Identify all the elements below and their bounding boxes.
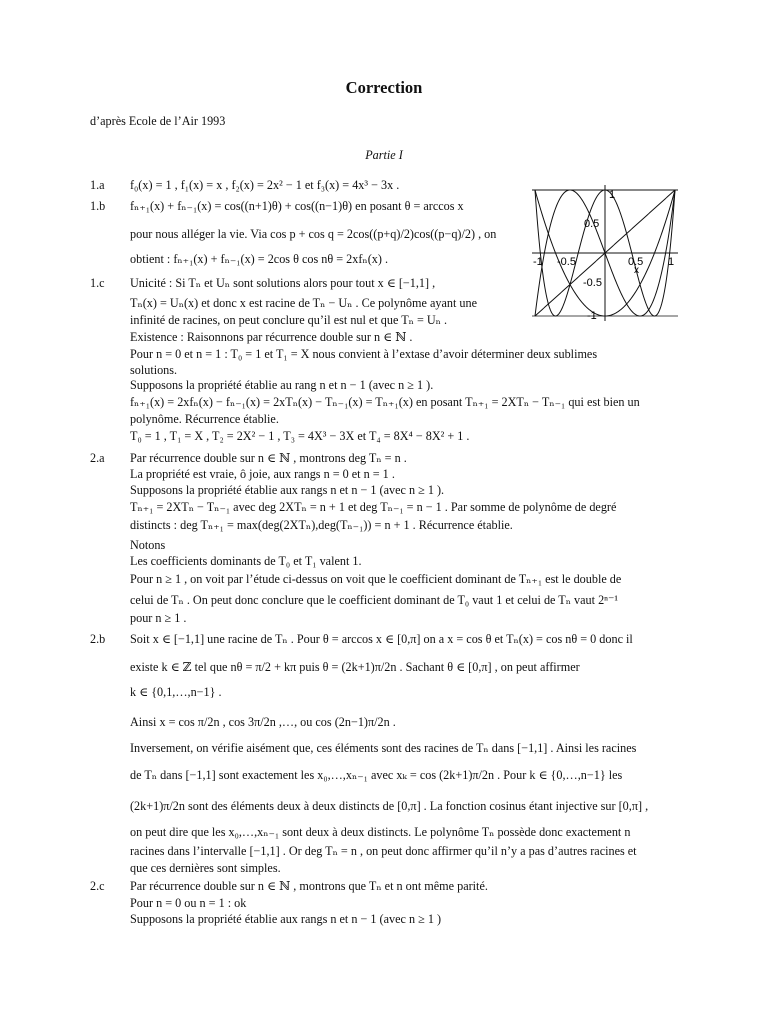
text-line: Supposons la propriété établie aux rangs n et n − 1 (avec n ≥ 1 ) xyxy=(130,912,442,926)
text-line: Existence : Raisonnons par récurrence double sur n ∈ ℕ . xyxy=(130,330,413,344)
text-line: celui de Tₙ . On peut donc conclure que le coefficient dominant de T₀ vaut 1 et celui de Tₙ vaut 2ⁿ⁻¹ xyxy=(130,593,619,607)
tick-label-y-half: 0.5 xyxy=(584,218,600,230)
section-number: 2.a xyxy=(90,451,105,465)
tick-label-x-right: 1 xyxy=(668,256,675,268)
axis-label-x: x xyxy=(634,265,639,276)
text-line: fₙ₊₁(x) + fₙ₋₁(x) = cos((n+1)θ) + cos((n−1)θ) en posant θ = arccos x xyxy=(130,199,464,213)
section-heading: Partie I xyxy=(365,148,403,162)
text-line: Tₙ(x) = Uₙ(x) et donc x est racine de Tₙ − Uₙ . Ce polynôme ayant une xyxy=(130,296,477,310)
text-line: existe k ∈ ℤ tel que nθ = π/2 + kπ puis θ = (2k+1)π/2n . Sachant θ ∈ [0,π] , on peut affirmer xyxy=(130,660,580,674)
text-line: distincts : deg Tₙ₊₁ = max(deg(2XTₙ),deg(Tₙ₋₁)) = n + 1 . Récurrence établie. xyxy=(130,518,513,532)
text-line: infinité de racines, on peut conclure qu’il est nul et que Tₙ = Uₙ . xyxy=(130,313,448,327)
text-line: Pour n = 0 ou n = 1 : ok xyxy=(130,896,247,910)
source-subtitle: d’après Ecole de l’Air 1993 xyxy=(90,114,226,128)
text-line: racines dans l’intervalle [−1,1] . Or deg Tₙ = n , on peut donc affirmer qu’il n’y a pas d’autres racines et xyxy=(130,844,637,858)
text-line: Pour n = 0 et n = 1 : T₀ = 1 et T₁ = X nous convient à l’extase d’avoir déterminer deux sublimes xyxy=(130,347,598,361)
chebyshev-graph xyxy=(532,185,678,321)
tick-label-x-left: -1 xyxy=(533,256,543,268)
section-number: 2.c xyxy=(90,879,105,893)
section-number: 1.b xyxy=(90,199,106,213)
text-line: de Tₙ dans [−1,1] sont exactement les x₀,…,xₙ₋₁ avec xₖ = cos (2k+1)π/2n . Pour k ∈ {0,…,n−1} les xyxy=(130,768,623,782)
text-line: Par récurrence double sur n ∈ ℕ , montrons deg Tₙ = n . xyxy=(130,451,407,465)
tick-label-y-neg-half: -0.5 xyxy=(583,277,602,289)
text-line: fₙ₊₁(x) = 2xfₙ(x) − fₙ₋₁(x) = 2xTₙ(x) − Tₙ₋₁(x) = Tₙ₊₁(x) en posant Tₙ₊₁ = 2XTₙ − Tₙ₋₁ qui est bien un xyxy=(130,395,640,409)
text-line: Notons xyxy=(130,538,166,552)
text-line: f₀(x) = 1 , f₁(x) = x , f₂(x) = 2x² − 1 et f₃(x) = 4x³ − 3x . xyxy=(130,178,400,192)
tick-label-y-top: 1 xyxy=(609,189,616,201)
text-line: pour n ≥ 1 . xyxy=(130,611,187,625)
text-line: que ces dernières sont simples. xyxy=(130,861,281,875)
text-line: Par récurrence double sur n ∈ ℕ , montrons que Tₙ et n ont même parité. xyxy=(130,879,488,893)
text-line: Ainsi x = cos π/2n , cos 3π/2n ,…, ou cos (2n−1)π/2n . xyxy=(130,715,396,729)
text-line: on peut dire que les x₀,…,xₙ₋₁ sont deux à deux distincts. Le polynôme Tₙ possède donc exactement n xyxy=(130,825,631,839)
text-line: Tₙ₊₁ = 2XTₙ − Tₙ₋₁ avec deg 2XTₙ = n + 1 et deg Tₙ₋₁ = n − 1 . Par somme de polynôme de degré xyxy=(130,500,617,514)
text-line: Soit x ∈ [−1,1] une racine de Tₙ . Pour θ = arccos x ∈ [0,π] on a x = cos θ et Tₙ(x) = cos nθ = 0 donc il xyxy=(130,632,633,646)
page-title: Correction xyxy=(345,78,423,97)
text-line: Supposons la propriété établie aux rangs n et n − 1 (avec n ≥ 1 ). xyxy=(130,483,445,497)
tick-label-x-half: 0.5 xyxy=(628,256,644,268)
section-number: 1.c xyxy=(90,276,105,290)
text-line: Unicité : Si Tₙ et Uₙ sont solutions alors pour tout x ∈ [−1,1] , xyxy=(130,276,436,290)
text-line: Les coefficients dominants de T₀ et T₁ valent 1. xyxy=(130,554,362,568)
text-line: solutions. xyxy=(130,363,178,377)
text-line: Pour n ≥ 1 , on voit par l’étude ci-dessus on voit que le coefficient dominant de Tₙ₊₁ est le double de xyxy=(130,572,622,586)
text-line: k ∈ {0,1,…,n−1} . xyxy=(130,685,222,699)
text-line: La propriété est vraie, ô joie, aux rangs n = 0 et n = 1 . xyxy=(130,467,395,481)
text-line: obtient : fₙ₊₁(x) + fₙ₋₁(x) = 2cos θ cos nθ = 2xfₙ(x) . xyxy=(130,252,388,266)
text-line: polynôme. Récurrence établie. xyxy=(130,412,279,426)
text-line: Inversement, on vérifie aisément que, ces éléments sont des racines de Tₙ dans [−1,1] . Ainsi les racines xyxy=(130,741,637,755)
tick-label-x-neg-half: -0.5 xyxy=(557,256,576,268)
text-line: T₀ = 1 , T₁ = X , T₂ = 2X² − 1 , T₃ = 4X³ − 3X et T₄ = 8X⁴ − 8X² + 1 . xyxy=(130,429,470,443)
section-number: 2.b xyxy=(90,632,106,646)
tick-label-y-bottom: -1 xyxy=(587,310,597,321)
text-line: (2k+1)π/2n sont des éléments deux à deux distincts de [0,π] . La fonction cosinus étant injective sur [0,π] , xyxy=(130,799,649,813)
text-line: pour nous alléger la vie. Via cos p + cos q = 2cos((p+q)/2)cos((p−q)/2) , on xyxy=(130,227,497,241)
text-line: Supposons la propriété établie au rang n et n − 1 (avec n ≥ 1 ). xyxy=(130,378,434,392)
section-number: 1.a xyxy=(90,178,105,192)
